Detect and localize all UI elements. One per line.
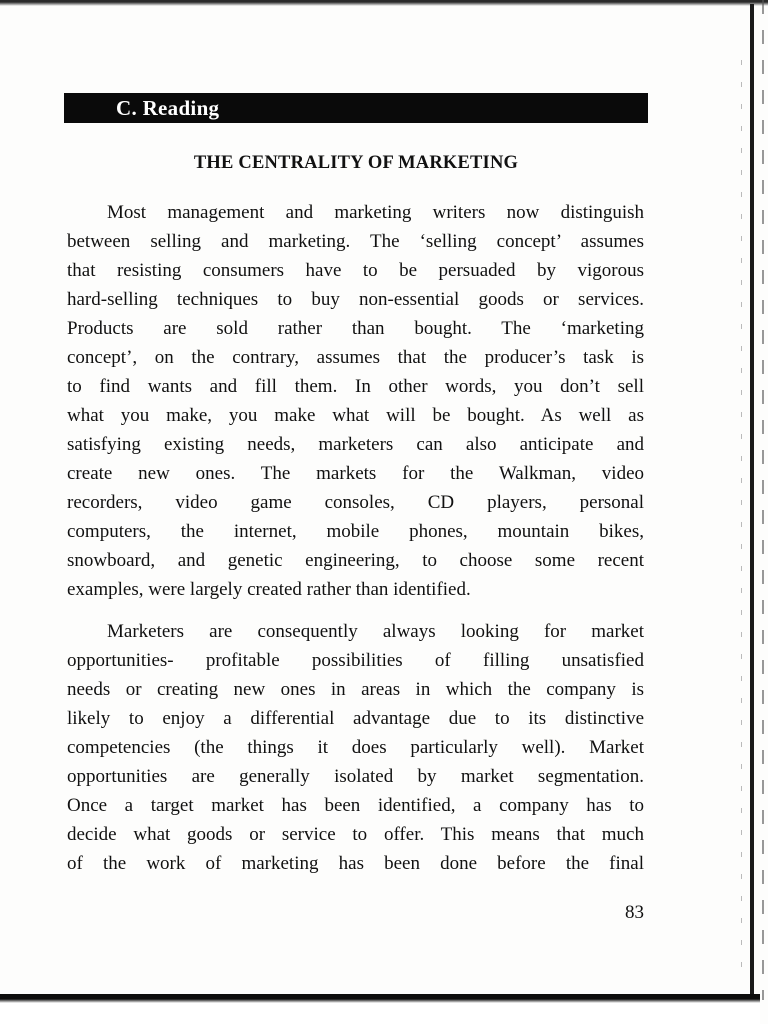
paragraph-line: likely to enjoy a differential advantage due to its distinctive — [67, 708, 644, 729]
paragraph-line: snowboard, and genetic engineering, to choose some recent — [67, 550, 644, 571]
page-right-binding-marks — [741, 60, 742, 980]
paragraph-line: between selling and marketing. The ‘selling concept’ assumes — [67, 231, 644, 252]
section-heading-bar — [64, 93, 648, 123]
section-heading-label: C. Reading — [116, 96, 220, 120]
paragraph-line: needs or creating new ones in areas in which the company is — [67, 679, 644, 700]
paragraph-line: to find wants and fill them. In other words, you don’t sell — [67, 376, 644, 397]
paragraph-1 — [67, 198, 644, 604]
paragraph-2 — [67, 617, 644, 878]
paragraph-line: opportunities are generally isolated by market segmentation. — [67, 766, 644, 787]
paragraph-line: Most management and marketing writers now distinguish — [107, 202, 644, 223]
paragraph-line: Marketers are consequently always looking for market — [107, 621, 644, 642]
paragraph-line: decide what goods or service to offer. This means that much — [67, 824, 644, 845]
paragraph-line: what you make, you make what will be bought. As well as — [67, 405, 644, 426]
page-right-edge — [750, 4, 754, 994]
paragraph-line: Once a target market has been identified, a company has to — [67, 795, 644, 816]
paragraph-line: Products are sold rather than bought. The ‘marketing — [67, 318, 644, 339]
page-number: 83 — [625, 902, 644, 923]
page-bottom-edge — [0, 994, 760, 1024]
paragraph-line: opportunities- profitable possibilities of filling unsatisfied — [67, 650, 644, 671]
page-right-outer-edge — [762, 0, 764, 1000]
paragraph-line: of the work of marketing has been done before the final — [67, 853, 644, 874]
paragraph-line: that resisting consumers have to be persuaded by vigorous — [67, 260, 644, 281]
paragraph-line: competencies (the things it does particularly well). Market — [67, 737, 644, 758]
paragraph-line: hard-selling techniques to buy non-essential goods or services. — [67, 289, 644, 310]
paragraph-line: examples, were largely created rather than identified. — [67, 579, 471, 600]
paragraph-line: concept’, on the contrary, assumes that the producer’s task is — [67, 347, 644, 368]
paragraph-line: computers, the internet, mobile phones, mountain bikes, — [67, 521, 644, 542]
page-top-edge — [0, 0, 768, 6]
article-title: THE CENTRALITY OF MARKETING — [193, 153, 519, 173]
paragraph-line: satisfying existing needs, marketers can also anticipate and — [67, 434, 644, 455]
paragraph-line: create new ones. The markets for the Walkman, video — [67, 463, 644, 484]
paragraph-line: recorders, video game consoles, CD players, personal — [67, 492, 644, 513]
